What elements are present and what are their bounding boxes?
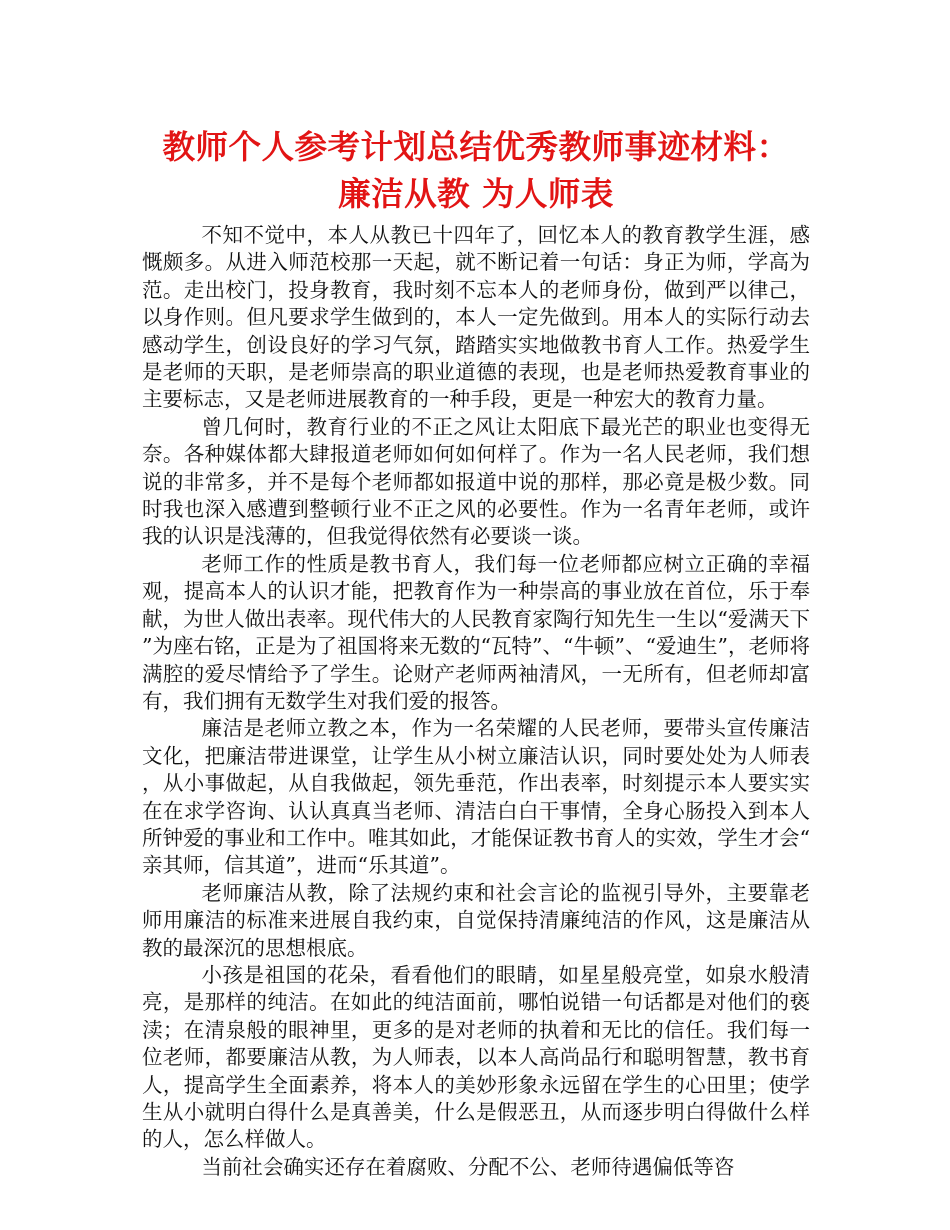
paragraph-1: 不知不觉中，本人从教已十四年了，回忆本人的教育教学生涯，感慨颇多。从进入师范校那一天起，就不断记着一句话：身正为师，学高为范。走出校门，投身教育，我时刻不忘本人的老师身份，做到严以律己，以身作则。但凡要求学生做到的，本人一定先做到。用本人的实际行动去感动学生，创设良好的学习气氛，踏踏实实地做教书育人工作。热爱学生是老师的天职，是老师崇高的职业道德的表现，也是老师热爱教育事业的主要标志，又是老师进展教育的一种手段，更是一种宏大的教育力量。: [142, 223, 810, 412]
title-line-2: 廉洁从教 为人师表: [338, 175, 614, 213]
paragraph-3: 老师工作的性质是教书育人，我们每一位老师都应树立正确的幸福观，提高本人的认识才能，把教育作为一种崇高的事业放在首位，乐于奉献，为世人做出表率。现代伟大的人民教育家陶行知先生一生以“爱满天下”为座右铭，正是为了祖国将来无数的“瓦特”、“牛顿”、“爱迪生”，老师将满腔的爱尽情给予了学生。论财产老师两袖清风，一无所有，但老师却富有，我们拥有无数学生对我们爱的报答。: [142, 551, 810, 713]
document-body: [142, 222, 810, 1181]
paragraph-7: 当前社会确实还存在着腐败、分配不公、老师待遇偏低等咨: [201, 1154, 735, 1179]
document-title: [142, 124, 810, 218]
paragraph-4: 廉洁是老师立教之本，作为一名荣耀的人民老师，要带头宣传廉洁文化，把廉洁带进课堂，让学生从小树立廉洁认识，同时要处处为人师表，从小事做起，从自我做起，领先垂范，作出表率，时刻提示本人要实实在在求学咨询、认认真真当老师、清洁白白干事情，全身心肠投入到本人所钟爱的事业和工作中。唯其如此，才能保证教书育人的实效，学生才会“亲其师，信其道”，进而“乐其道”。: [142, 716, 810, 878]
paragraph-6: 小孩是祖国的花朵，看看他们的眼睛，如星星般亮堂，如泉水般清亮，是那样的纯洁。在如此的纯洁面前，哪怕说错一句话都是对他们的亵渎；在清泉般的眼神里，更多的是对老师的执着和无比的信任。我们每一位老师，都要廉洁从教，为人师表，以本人高尚品行和聪明智慧，教书育人，提高学生全面素养，将本人的美妙形象永远留在学生的心田里；使学生从小就明白得什么是真善美，什么是假恶丑，从而逐步明白得做什么样的人，怎么样做人。: [142, 962, 810, 1152]
paragraph-2: 曾几何时，教育行业的不正之风让太阳底下最光芒的职业也变得无奈。各种媒体都大肆报道老师如何如何样了。作为一名人民老师，我们想说的非常多，并不是每个老师都如报道中说的那样，那必竟是极少数。同时我也深入感遭到整顿行业不正之风的必要性。作为一名青年老师，或许我的认识是浅薄的，但我觉得依然有必要谈一谈。: [142, 414, 810, 549]
document-page: [142, 124, 810, 1181]
paragraph-5: 老师廉洁从教，除了法规约束和社会言论的监视引导外，主要靠老师用廉洁的标准来进展自我约束，自觉保持清廉纯洁的作风，这是廉洁从教的最深沉的思想根底。: [142, 880, 810, 960]
title-line-1: 教师个人参考计划总结优秀教师事迹材料：: [162, 128, 790, 166]
